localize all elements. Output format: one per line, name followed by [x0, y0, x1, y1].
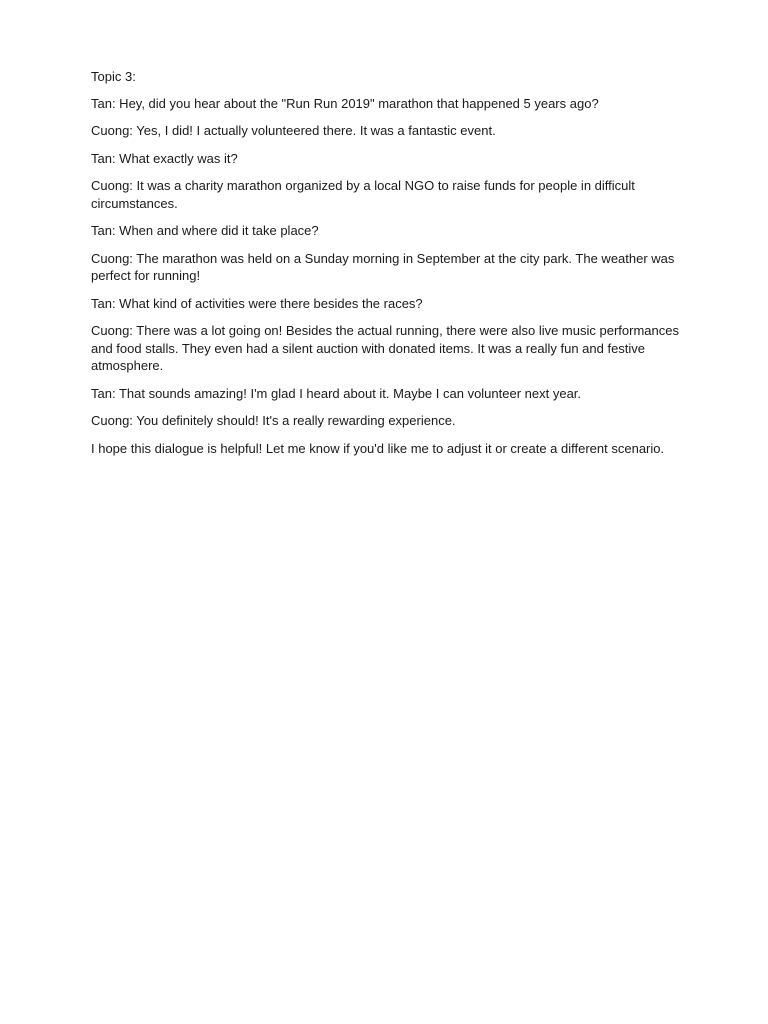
dialogue-line-cuong-5: Cuong: You definitely should! It's a really rewarding experience. — [91, 413, 456, 428]
dialogue-line-tan-5: Tan: That sounds amazing! I'm glad I heard about it. Maybe I can volunteer next year. — [91, 385, 582, 401]
dialogue-line-tan-2: Tan: What exactly was it? — [91, 150, 238, 166]
topic-heading: Topic 3: — [91, 69, 136, 84]
dialogue-line-tan-3: Tan: When and where did it take place? — [91, 223, 319, 238]
dialogue-line-cuong-1: Cuong: Yes, I did! I actually volunteered there. It was a fantastic event. — [91, 123, 496, 138]
dialogue-line-cuong-4: Cuong: There was a lot going on! Besides the actual running, there were also live music performances and food stalls. They even had a silent auction with donated items. It was a really fun and festive atmosphere. — [91, 323, 679, 373]
dialogue-line-cuong-3: Cuong: The marathon was held on a Sunday morning in September at the city park. The weather was perfect for running! — [91, 250, 675, 283]
dialogue-line-tan-1: Tan: Hey, did you hear about the "Run Run 2019" marathon that happened 5 years ago? — [91, 95, 599, 111]
dialogue-line-tan-4: Tan: What kind of activities were there besides the races? — [91, 295, 423, 311]
dialogue-line-cuong-2: Cuong: It was a charity marathon organized by a local NGO to raise funds for people in difficult circumstances. — [91, 178, 635, 211]
closing-note: I hope this dialogue is helpful! Let me know if you'd like me to adjust it or create a different scenario. — [91, 440, 665, 456]
